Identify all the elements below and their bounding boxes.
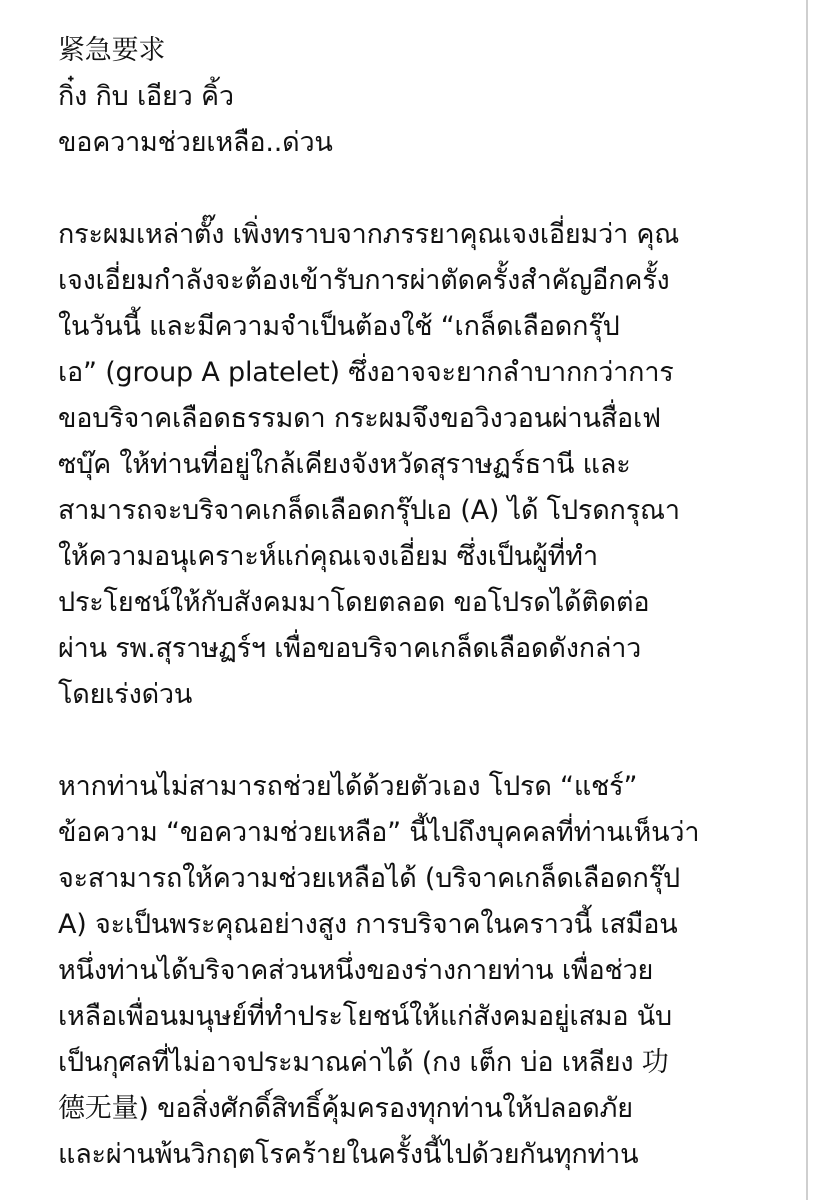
paragraph-2-line: ข้อความ “ขอความช่วยเหลือ” นี้ไปถึงบุคคลที่ท่านเห็นว่า xyxy=(58,817,700,848)
paragraph-2-line: จะสามารถให้ความช่วยเหลือได้ (บริจาคเกล็ดเลือดกรุ๊ป xyxy=(58,863,680,894)
paragraph-1-line: โดยเร่งด่วน xyxy=(58,679,193,710)
paragraph-1 xyxy=(58,212,793,718)
paragraph-1-line: ซบุ๊ค ให้ท่านที่อยู่ใกล้เคียงจังหวัดสุราษฏร์ธานี และ xyxy=(58,449,631,480)
paragraph-1-line: ขอบริจาคเลือดธรรมดา กระผมจึงขอวิงวอนผ่านสื่อเฟ xyxy=(58,403,661,434)
paragraph-2-line: เหลือเพื่อนมนุษย์ที่ทำประโยชน์ให้แก่สังคมอยู่เสมอ นับ xyxy=(58,1001,672,1032)
paragraph-2-line: A) จะเป็นพระคุณอย่างสูง การบริจาคในคราวนี้ เสมือน xyxy=(58,909,678,940)
header-line-chinese: 紧急要求 xyxy=(58,35,166,66)
paragraph-2-line: เป็นกุศลที่ไม่อาจประมาณค่าได้ (กง เต็ก บ่อ เหลียง 功 xyxy=(58,1047,669,1078)
paragraph-2-line: และผ่านพ้นวิกฤตโรคร้ายในครั้งนี้ไปด้วยกันทุกท่าน xyxy=(58,1139,639,1170)
paragraph-1-line: ในวันนี้ และมีความจำเป็นต้องใช้ “เกล็ดเลือดกรุ๊ป xyxy=(58,311,620,342)
header-line-teochew: กิ๋ง กิบ เอียว คิ้ว xyxy=(58,81,234,112)
paragraph-1-line: ประโยชน์ให้กับสังคมมาโดยตลอด ขอโปรดได้ติดต่อ xyxy=(58,587,650,618)
header-line-thai: ขอความช่วยเหลือ..ด่วน xyxy=(58,127,333,158)
paragraph-1-line: เอ” (group A platelet) ซึ่งอาจจะยากลำบากกว่าการ xyxy=(58,357,674,388)
paragraph-1-line: กระผมเหล่าตั๊ง เพิ่งทราบจากภรรยาคุณเจงเอี่ยมว่า คุณ xyxy=(58,219,680,250)
page-edge-divider xyxy=(806,0,808,1200)
paragraph-2-line: หากท่านไม่สามารถช่วยได้ด้วยตัวเอง โปรด “แชร์” xyxy=(58,771,638,802)
paragraph-2 xyxy=(58,764,793,1178)
paragraph-2-line: หนึ่งท่านได้บริจาคส่วนหนึ่งของร่างกายท่าน เพื่อช่วย xyxy=(58,955,654,986)
document-body xyxy=(58,28,793,1178)
paragraph-1-line: สามารถจะบริจาคเกล็ดเลือดกรุ๊ปเอ (A) ได้ โปรดกรุณา xyxy=(58,495,680,526)
paragraph-1-line: เจงเอี่ยมกำลังจะต้องเข้ารับการผ่าตัดครั้งสำคัญอีกครั้ง xyxy=(58,265,670,296)
paragraph-spacer xyxy=(58,718,793,764)
paragraph-1-line: ให้ความอนุเคราะห์แก่คุณเจงเอี่ยม ซึ่งเป็นผู้ที่ทำ xyxy=(58,541,598,572)
paragraph-spacer xyxy=(58,166,793,212)
paragraph-1-line: ผ่าน รพ.สุราษฏร์ฯ เพื่อขอบริจาคเกล็ดเลือดดังกล่าว xyxy=(58,633,642,664)
paragraph-2-line: 德无量) ขอสิ่งศักดิ์สิทธิ์คุ้มครองทุกท่านให้ปลอดภัย xyxy=(58,1093,633,1124)
